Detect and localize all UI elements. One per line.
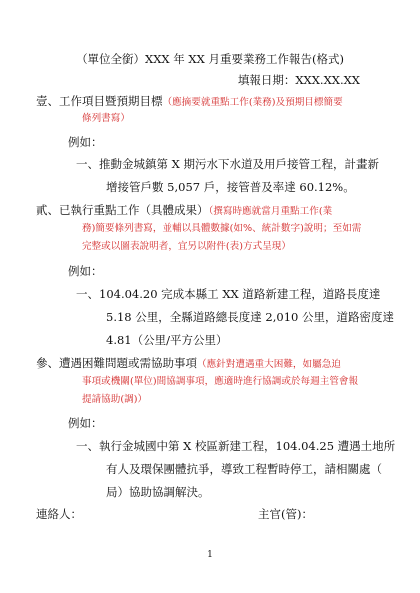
example-label: 例如： bbox=[68, 135, 103, 149]
section-note-continued: 完整或以圖表說明者，宜另以附件(表)方式呈現） bbox=[82, 241, 291, 252]
example-label: 例如： bbox=[68, 416, 103, 430]
section-heading-text: 參、遭遇困難問題或需協助事項 bbox=[36, 356, 197, 370]
section-1-heading bbox=[36, 94, 343, 110]
page-title: （單位全銜）XXX 年 XX 月重要業務工作報告(格式) bbox=[76, 52, 344, 66]
section-note-continued: 提請協助(調)） bbox=[82, 394, 148, 405]
list-item-line: 5.18 公里，全縣道路總長度達 2,010 公里，道路密度達 bbox=[106, 310, 394, 324]
list-item-line: 有人及環保團體抗爭，導致工程暫時停工，請相關處（ bbox=[106, 462, 382, 476]
list-item-line: 一、執行金城國中第 X 校區新建工程，104.04.25 遭遇土地所 bbox=[76, 439, 396, 453]
list-item-line: 局）協助協調解決。 bbox=[106, 485, 210, 499]
example-label: 例如： bbox=[68, 264, 103, 278]
supervisor-label: 主官(管)： bbox=[258, 507, 313, 521]
section-note: （應摘要就重點工作(業務)及預期目標簡要 bbox=[162, 97, 343, 108]
section-note-continued: 事項或機關(單位)間協調事項，應適時進行協調或於每週主管會報 bbox=[82, 376, 359, 387]
section-3-heading bbox=[36, 356, 341, 372]
section-note: （撰寫時應就當月重點工作(業 bbox=[208, 206, 333, 217]
section-note-continued: 條列書寫） bbox=[82, 113, 130, 124]
list-item-line: 增接管戶數 5,057 戶，接管普及率達 60.12%。 bbox=[106, 180, 355, 194]
contact-person-label: 連絡人： bbox=[36, 507, 82, 521]
list-item-line: 4.81（公里/平方公里） bbox=[106, 333, 228, 347]
section-note: （應針對遭遇重大困難，如屬急迫 bbox=[197, 359, 341, 370]
section-2-heading bbox=[36, 203, 332, 219]
section-heading-text: 壹、工作項目暨預期目標 bbox=[36, 94, 163, 108]
report-date: 填報日期：XXX.XX.XX bbox=[237, 73, 360, 87]
page-number: 1 bbox=[207, 550, 213, 560]
list-item-line: 一、104.04.20 完成本縣工 XX 道路新建工程，道路長度達 bbox=[76, 287, 381, 301]
list-item-line: 一、推動金城鎮第 X 期污水下水道及用戶接管工程，計畫新 bbox=[76, 157, 379, 171]
section-note-continued: 務)簡要條列書寫，並輔以具體數據(如%、統計數字)說明；至如需 bbox=[82, 223, 362, 234]
section-heading-text: 貳、已執行重點工作（具體成果） bbox=[36, 203, 209, 217]
